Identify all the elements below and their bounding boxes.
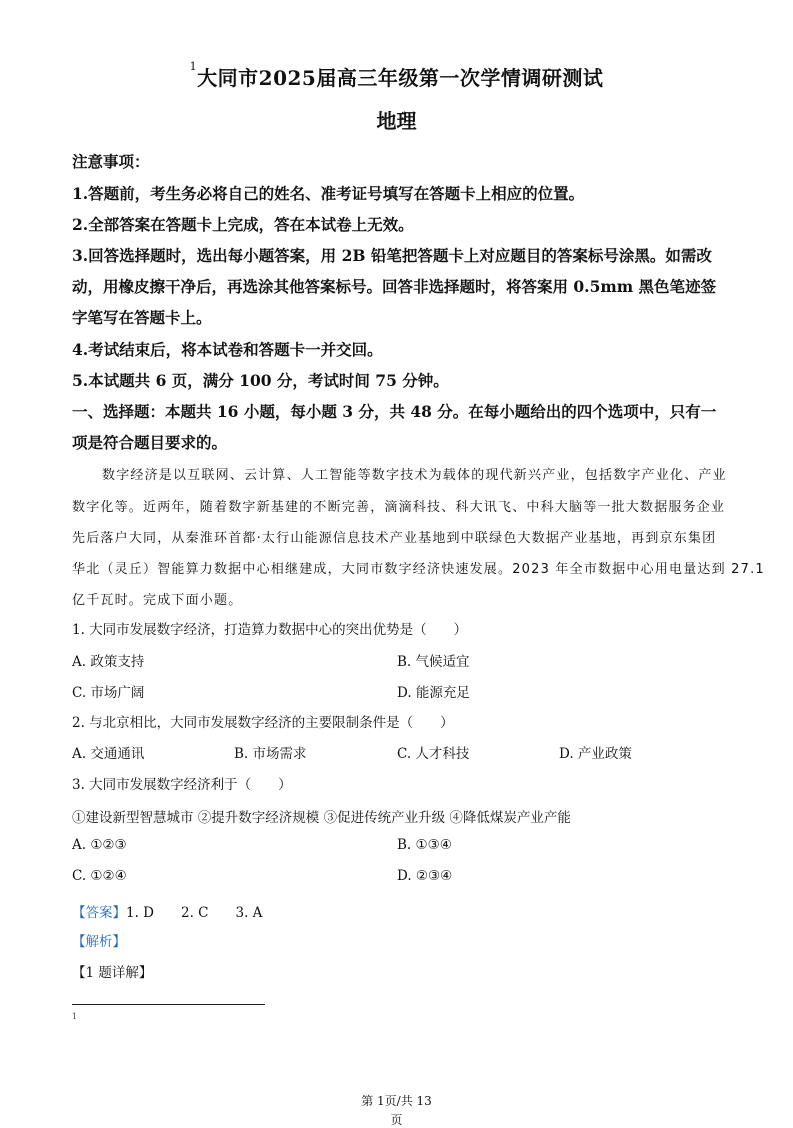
question-1-stem: 1. 大同市发展数字经济，打造算力数据中心的突出优势是（ ） bbox=[72, 622, 468, 638]
passage-line: 数字经济是以互联网、云计算、人工智能等数字技术为载体的现代新兴产业，包括数字产业化、产业 bbox=[102, 468, 727, 483]
section-heading: 一、选择题：本题共 16 小题，每小题 3 分，共 48 分。在每小题给出的四个选项中，只有一 bbox=[72, 402, 717, 421]
subject-title: 地理 bbox=[376, 109, 417, 133]
question-3-stem: 3. 大同市发展数字经济利于（ ） bbox=[72, 777, 292, 793]
question-1-option-b: B. 气候适宜 bbox=[397, 654, 470, 670]
notice-item: 2.全部答案在答题卡上完成，答在本试卷上无效。 bbox=[72, 215, 414, 234]
question-3-option-a: A. ①②③ bbox=[72, 837, 127, 853]
question-3-statements: ①建设新型智慧城市 ②提升数字经济规模 ③促进传统产业升级 ④降低煤炭产业产能 bbox=[72, 810, 571, 826]
question-3-option-b: B. ①③④ bbox=[397, 837, 452, 853]
notice-heading: 注意事项： bbox=[72, 152, 150, 171]
question-2-option-a: A. 交通通讯 bbox=[72, 746, 145, 762]
analysis-detail-heading: 【1 题详解】 bbox=[72, 965, 153, 981]
notice-item: 4.考试结束后，将本试卷和答题卡一并交回。 bbox=[72, 340, 383, 359]
question-2-stem: 2. 与北京相比，大同市发展数字经济的主要限制条件是（ ） bbox=[72, 715, 454, 731]
footnote-divider bbox=[72, 1004, 265, 1005]
section-heading-cont: 项是符合题目要求的。 bbox=[72, 433, 228, 452]
notice-item: 1.答题前，考生务必将自己的姓名、准考证号填写在答题卡上相应的位置。 bbox=[72, 184, 585, 203]
question-3-option-c: C. ①②④ bbox=[72, 868, 127, 884]
notice-item: 5.本试题共 6 页，满分 100 分，考试时间 75 分钟。 bbox=[72, 371, 449, 390]
footnote-mark: 1 bbox=[72, 1012, 78, 1021]
question-3-option-d: D. ②③④ bbox=[397, 868, 453, 884]
notice-item: 动，用橡皮擦干净后，再选涂其他答案标号。回答非选择题时，将答案用 0.5mm 黑色笔迹签 bbox=[72, 277, 717, 296]
passage-line: 华北（灵丘）智能算力数据中心相继建成，大同市数字经济快速发展。2023 年全市数据中心用电量达到 27.1 bbox=[72, 562, 765, 577]
answer-line bbox=[72, 901, 262, 921]
answer-label: 【答案】 bbox=[72, 905, 126, 921]
answer-values: 1. D 2. C 3. A bbox=[126, 905, 263, 921]
question-1-option-d: D. 能源充足 bbox=[397, 685, 470, 701]
passage-line: 先后落户大同，从秦淮环首都·太行山能源信息技术产业基地到中联绿色大数据产业基地，再到京东集团 bbox=[72, 531, 717, 546]
analysis-label: 【解析】 bbox=[72, 934, 126, 950]
notice-item: 3.回答选择题时，选出每小题答案，用 2B 铅笔把答题卡上对应题目的答案标号涂黑。如需改 bbox=[72, 246, 712, 265]
page-number-tail: 页 bbox=[390, 1113, 403, 1127]
question-2-option-b: B. 市场需求 bbox=[234, 746, 307, 762]
page-number: 第 1页/共 13 bbox=[361, 1094, 432, 1108]
passage-line: 亿千瓦时。完成下面小题。 bbox=[72, 593, 243, 608]
passage-line: 数字化等。近两年，随着数字新基建的不断完善，滴滴科技、科大讯飞、中科大脑等一批大数据服务企业 bbox=[72, 500, 726, 515]
question-1-option-a: A. 政策支持 bbox=[72, 654, 145, 670]
question-1-option-c: C. 市场广阔 bbox=[72, 685, 145, 701]
question-2-option-c: C. 人才科技 bbox=[397, 746, 470, 762]
question-2-option-d: D. 产业政策 bbox=[559, 746, 632, 762]
title-text: 大同市2025届高三年级第一次学情调研测试 bbox=[197, 66, 604, 90]
page-title bbox=[0, 62, 793, 91]
notice-item: 字笔写在答题卡上。 bbox=[72, 308, 212, 327]
title-footnote-mark: 1 bbox=[189, 60, 198, 73]
